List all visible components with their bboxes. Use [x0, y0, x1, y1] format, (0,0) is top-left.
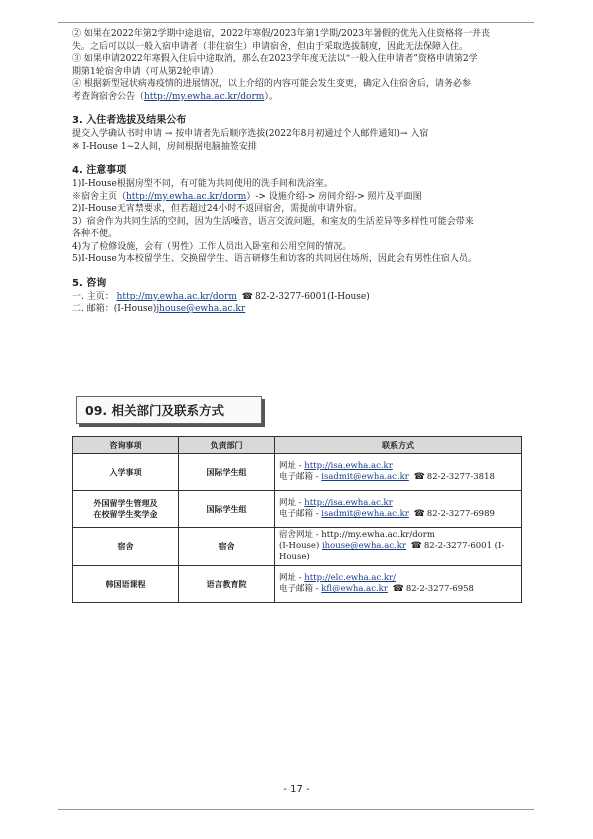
top-rule — [58, 22, 534, 23]
website-link[interactable]: http://isa.ewha.ac.kr — [304, 461, 393, 471]
section-4-title: 4. 注意事项 — [72, 165, 127, 176]
row-contact: 网址 - http://elc.ewha.ac.kr/ 电子邮箱 - kfl@ewha.ac.kr ☎ 82-2-3277-6958 — [275, 566, 522, 603]
header-contact: 联系方式 — [275, 437, 522, 454]
table-row — [73, 491, 522, 528]
section-5-line-2: 二. 邮箱：(I-House)jhouse@ewha.ac.kr — [72, 304, 246, 314]
row-contact: 宿舍网址 - http://my.ewha.ac.kr/dorm (I-House) ihouse@ewha.ac.kr ☎ 82-2-3277-6001 (I-House) — [275, 528, 522, 566]
website-link[interactable]: http://isa.ewha.ac.kr — [304, 498, 393, 508]
section-4-line-6: 4)为了检修设施，会有（男性）工作人员出入卧室和公用空间的情况。 — [72, 241, 352, 252]
email-link[interactable]: isadmit@ewha.ac.kr — [321, 472, 409, 482]
header-topic: 咨询事项 — [73, 437, 179, 454]
section-4-line-5: 各种不便。 — [72, 229, 118, 239]
section-4-line-1: 1)I-House根据房型不同，有可能为共同使用的洗手间和洗浴室。 — [72, 179, 333, 189]
row-dept: 语言教育院 — [179, 566, 275, 603]
row-dept: 国际学生组 — [179, 491, 275, 528]
note-3-line-2: 期第1轮宿舍申请（可从第2轮申请） — [72, 66, 219, 77]
section-4-line-3: 2)I-House无宵禁要求，但若超过24小时不返回宿舍，需提前申请外宿。 — [72, 204, 363, 214]
row-topic: 入学事项 — [73, 454, 179, 491]
row-topic: 宿舍 — [73, 528, 179, 566]
bottom-rule — [58, 809, 534, 810]
table-header-row — [73, 437, 522, 454]
section-4-line-2: ※宿舍主页（http://my.ewha.ac.kr/dorm）-> 设施介绍-> 房间介绍-> 照片及平面图 — [72, 191, 422, 202]
row-contact: 网址 - http://isa.ewha.ac.kr 电子邮箱 - isadmit@ewha.ac.kr ☎ 82-2-3277-3818 — [275, 454, 522, 491]
homepage-link[interactable]: http://my.ewha.ac.kr/dorm — [116, 291, 237, 302]
phone-icon: ☎ — [413, 509, 425, 519]
email-link[interactable]: jhouse@ewha.ac.kr — [156, 304, 246, 314]
note-4-line-2: 考查询宿舍公告（http://my.ewha.ac.kr/dorm）。 — [72, 91, 278, 102]
page-number: - 17 - — [283, 784, 310, 795]
section-3-title: 3. 入住者选拔及结果公布 — [72, 115, 187, 126]
table-row — [73, 566, 522, 603]
table-row — [73, 454, 522, 491]
section-4-line-4: 3）宿舍作为共同生活的空间，因为生活噪音，语言交流问题，和室友的生活差异等多样性可能会带来 — [72, 216, 474, 227]
contacts-table — [72, 436, 522, 603]
row-dept: 宿舍 — [179, 528, 275, 566]
row-topic: 外国留学生管理及 在校留学生奖学金 — [73, 491, 179, 528]
row-contact: 网址 - http://isa.ewha.ac.kr 电子邮箱 - isadmit@ewha.ac.kr ☎ 82-2-3277-6989 — [275, 491, 522, 528]
dorm-link[interactable]: http://my.ewha.ac.kr/dorm — [144, 91, 265, 102]
section-4-line-7: 5)I-House为本校留学生、交换留学生、语言研修生和访客的共同居住场所，因此会有男性住宿人员。 — [72, 254, 477, 264]
website-link[interactable]: http://elc.ewha.ac.kr/ — [304, 573, 396, 583]
section-5-title: 5. 咨询 — [72, 277, 107, 289]
section-5-line-1: 一. 主页： http://my.ewha.ac.kr/dorm ☎ 82-2-3277-6001(I-House) — [72, 291, 370, 302]
main-content — [72, 28, 532, 316]
row-topic: 韩国语课程 — [73, 566, 179, 603]
header-dept: 负责部门 — [179, 437, 275, 454]
section-3-line-2: ※ I-House 1~2人间，房间根据电脑抽签安排 — [72, 141, 257, 152]
section-3-line-1: 提交入学确认书时申请 → 按申请者先后顺序选拔(2022年8月初通过个人邮件通知)→ 入宿 — [72, 129, 429, 139]
phone-icon: ☎ — [392, 584, 404, 594]
email-link[interactable]: kfl@ewha.ac.kr — [321, 584, 388, 594]
email-link[interactable]: ihouse@ewha.ac.kr — [321, 541, 406, 551]
note-2-line-1: ② 如果在2022年第2学期中途退宿，2022年寒假/2023年第1学期/2023年暑假的优先入住资格将一并丧 — [72, 29, 490, 39]
table-row — [73, 528, 522, 566]
phone-icon: ☎ — [241, 291, 253, 302]
note-2-line-2: 失。之后可以以一般入宿申请者（非住宿生）申请宿舍，但由于采取选拔制度，因此无法保障入住。 — [72, 41, 469, 52]
phone-icon: ☎ — [413, 472, 425, 482]
row-dept: 国际学生组 — [179, 454, 275, 491]
section-9-title-box — [76, 396, 262, 424]
dorm-homepage-link[interactable]: http://my.ewha.ac.kr/dorm — [126, 191, 247, 202]
section-9-title: 09. 相关部门及联系方式 — [85, 403, 224, 418]
note-4-line-1: ④ 根据新型冠状病毒疫情的进展情况，以上介绍的内容可能会发生变更，确定入住宿舍后，请务必参 — [72, 79, 471, 89]
phone-icon: ☎ — [410, 541, 422, 551]
note-3-line-1: ③ 如果申请2022年寒假入住后中途取消，那么在2023学年度无法以“一般入住申请者”资格申请第2学 — [72, 54, 478, 64]
email-link[interactable]: isadmit@ewha.ac.kr — [321, 509, 409, 519]
